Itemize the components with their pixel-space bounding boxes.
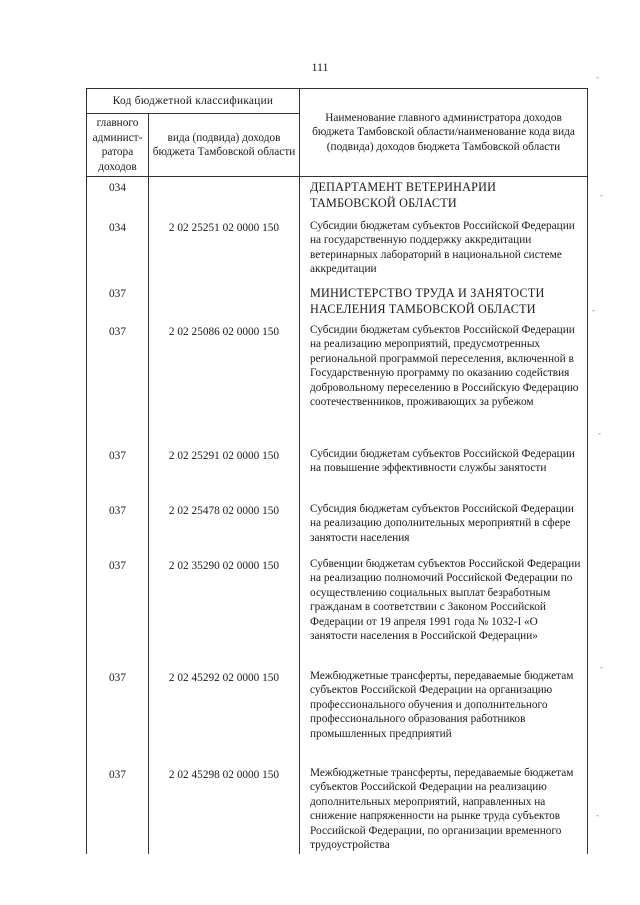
row-name: Межбюджетные трансферты, передаваемые бюджетам субъектов Российской Федерации на реализацию дополнительных мероприятий, направленных на снижение напряженности на рынке труда субъектов Российской Федерации, по организации временного трудоустройства bbox=[300, 764, 588, 854]
scan-mark: - bbox=[596, 810, 599, 820]
income-kind-code: 2 02 25291 02 0000 150 bbox=[149, 445, 300, 500]
row-name: МИНИСТЕРСТВО ТРУДА И ЗАНЯТОСТИ НАСЕЛЕНИЯ ТАМБОВСКОЙ ОБЛАСТИ bbox=[300, 283, 588, 321]
scan-mark: - bbox=[600, 190, 603, 200]
administrator-code: 037 bbox=[87, 764, 149, 854]
administrator-code: 037 bbox=[87, 321, 149, 445]
income-kind-code: 2 02 35290 02 0000 150 bbox=[149, 555, 300, 667]
budget-classification-code-header: Код бюджетной классификации bbox=[87, 89, 300, 114]
budget-classification-table bbox=[86, 88, 588, 854]
table-row bbox=[87, 321, 588, 445]
row-name: Субсидии бюджетам субъектов Российской Федерации на повышение эффективности службы занятости bbox=[300, 445, 588, 500]
row-name: Субвенции бюджетам субъектов Российской Федерации на реализацию полномочий Российской Федерации по осуществлению социальных выплат безработным гражданам в соответствии с Законом Российской Федерации от 19 апреля 1991 года № 1032-I «О занятости населения в Российской Федерации» bbox=[300, 555, 588, 667]
income-kind-code: 2 02 25251 02 0000 150 bbox=[149, 217, 300, 283]
table-row bbox=[87, 445, 588, 500]
table-row bbox=[87, 283, 588, 321]
table-row bbox=[87, 500, 588, 555]
scan-mark: - bbox=[596, 72, 599, 82]
table-body bbox=[87, 177, 588, 854]
administrator-code: 037 bbox=[87, 283, 149, 321]
income-kind-code bbox=[149, 177, 300, 217]
table-row bbox=[87, 177, 588, 217]
table-row bbox=[87, 667, 588, 764]
table-row bbox=[87, 217, 588, 283]
row-name: Межбюджетные трансферты, передаваемые бюджетам субъектов Российской Федерации на организацию профессионального обучения и дополнительного профессионального образования работников промышленных предприятий bbox=[300, 667, 588, 764]
row-name: Субсидии бюджетам субъектов Российской Федерации на реализацию мероприятий, предусмотренных региональной программой переселения, включенной в Государственную программу по оказанию содействия добровольному переселению в Российскую Федерацию соотечественников, проживающих за рубежом bbox=[300, 321, 588, 445]
administrator-code: 037 bbox=[87, 667, 149, 764]
income-kind-code-header: вида (подвида) доходов бюджета Тамбовской области bbox=[149, 114, 300, 177]
scan-mark: - bbox=[592, 305, 595, 315]
table-row bbox=[87, 764, 588, 854]
scan-mark: - bbox=[598, 428, 601, 438]
scan-mark: - bbox=[600, 662, 603, 672]
income-kind-code bbox=[149, 283, 300, 321]
income-kind-code: 2 02 45292 02 0000 150 bbox=[149, 667, 300, 764]
administrator-code-header: главного админист-ратора доходов bbox=[87, 114, 149, 177]
administrator-code: 037 bbox=[87, 555, 149, 667]
administrator-code: 034 bbox=[87, 177, 149, 217]
income-kind-code: 2 02 45298 02 0000 150 bbox=[149, 764, 300, 854]
administrator-code: 034 bbox=[87, 217, 149, 283]
administrator-name-header: Наименование главного администратора доходов бюджета Тамбовской области/наименование кода вида (подвида) доходов бюджета Тамбовской области bbox=[300, 89, 588, 177]
row-name: Субсидия бюджетам субъектов Российской Федерации на реализацию дополнительных мероприятий в сфере занятости населения bbox=[300, 500, 588, 555]
administrator-code: 037 bbox=[87, 445, 149, 500]
income-kind-code: 2 02 25478 02 0000 150 bbox=[149, 500, 300, 555]
page-number: 111 bbox=[311, 60, 329, 74]
row-name: Субсидии бюджетам субъектов Российской Федерации на государственную поддержку аккредитации ветеринарных лабораторий в национальной системе аккредитации bbox=[300, 217, 588, 283]
row-name: ДЕПАРТАМЕНТ ВЕТЕРИНАРИИ ТАМБОВСКОЙ ОБЛАСТИ bbox=[300, 177, 588, 217]
table-header bbox=[87, 89, 588, 177]
table-row bbox=[87, 555, 588, 667]
income-kind-code: 2 02 25086 02 0000 150 bbox=[149, 321, 300, 445]
administrator-code: 037 bbox=[87, 500, 149, 555]
